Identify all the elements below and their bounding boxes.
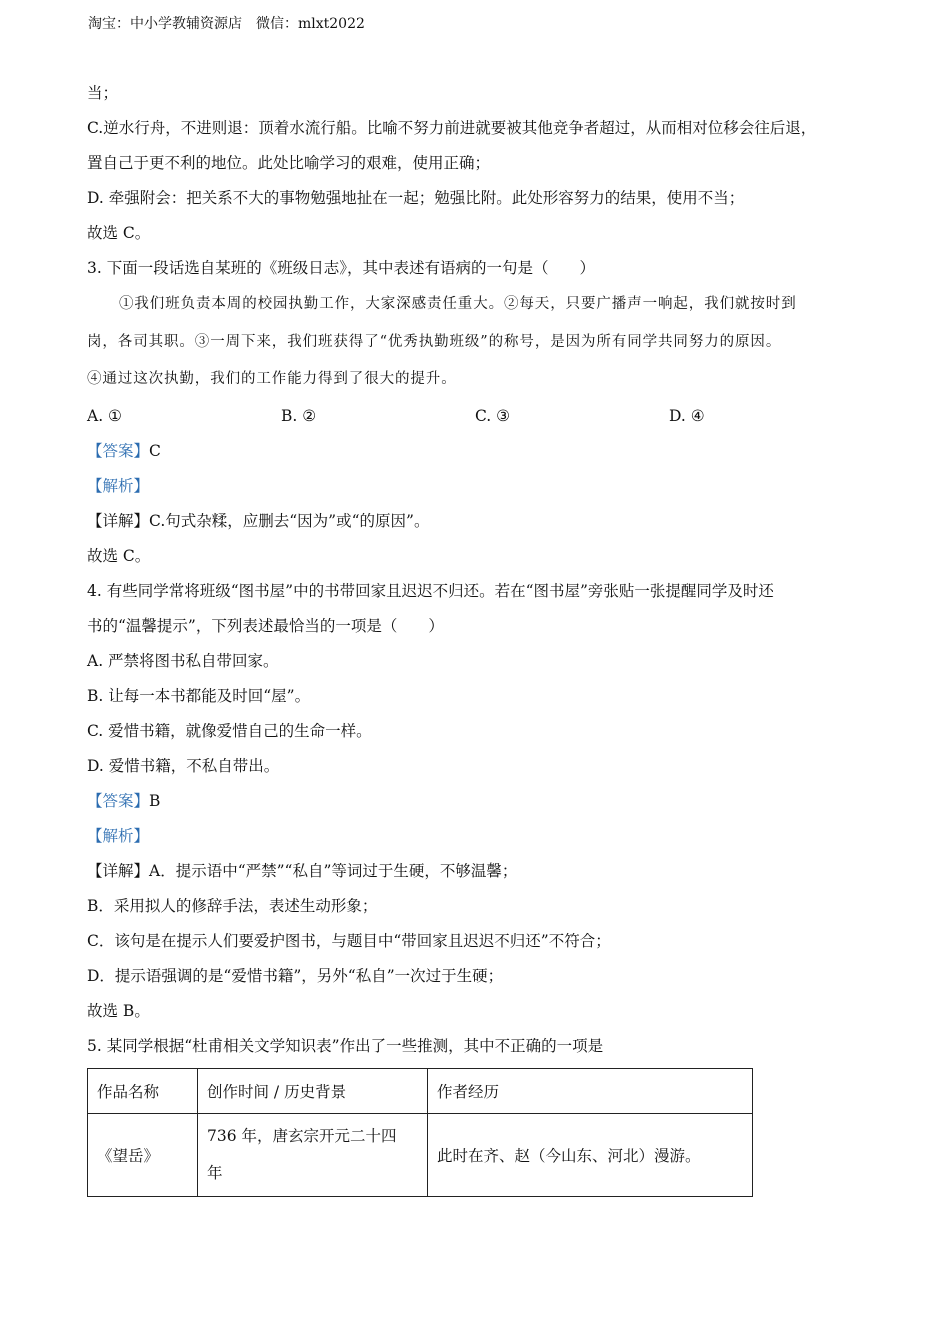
q3-option-d: D. ④ [669,406,705,425]
q4-conclusion: 故选 B。 [87,1001,150,1020]
detail-tag: 【详解】 [87,861,150,880]
q4-option-d: D. 爱惜书籍，不私自带出。 [87,756,280,775]
table-header-cell: 作品名称 [88,1068,198,1113]
q4-option-a: A. 严禁将图书私自带回家。 [87,651,279,670]
time-line-1: 736 年，唐玄宗开元二十四 [207,1126,397,1145]
table-header-cell: 作者经历 [428,1068,753,1113]
answer-tag: 【答案】 [87,791,150,810]
q3-options [87,399,877,434]
table-header-cell: 创作时间 / 历史背景 [198,1068,428,1113]
q3-option-c: C. ③ [475,406,511,425]
q4-answer [87,784,877,819]
q3-stem: 3. 下面一段话选自某班的《班级日志》，其中表述有语病的一句是（ ） [87,259,595,277]
q3-conclusion: 故选 C。 [87,546,151,565]
answer-value: B [149,791,161,810]
prev-line-2: C.逆水行舟，不进则退：顶着水流行船。比喻不努力前进就要被其他竞争者超过，从而相对位移会往后退， [87,119,817,137]
q4-detail-b: B．采用拟人的修辞手法，表述生动形象； [87,896,378,915]
q4-detail-c: C．该句是在提示人们要爱护图书，与题目中“带回家且迟迟不归还”不符合； [87,931,611,950]
prev-line-4: D. 牵强附会：把关系不大的事物勉强地扯在一起；勉强比附。此处形容努力的结果，使用不当； [87,189,745,207]
prev-conclusion: 故选 C。 [87,224,151,242]
knowledge-table [87,1068,753,1197]
page-header: 淘宝：中小学教辅资源店 微信：mlxt2022 [88,16,365,32]
answer-value: C [149,441,161,460]
q3-analysis-tag: 【解析】 [87,476,150,495]
q4-detail-d: D．提示语强调的是“爱惜书籍”，另外“私自”一次过于生硬； [87,966,504,985]
prev-line-3: 置自己于更不利的地位。此处比喻学习的艰难，使用正确； [87,154,491,172]
q3-passage-line: ④通过这次执勤，我们的工作能力得到了很大的提升。 [87,371,457,387]
table-cell-work: 《望岳》 [88,1113,198,1196]
q4-detail-a [87,854,877,889]
q4-option-c: C. 爱惜书籍，就像爱惜自己的生命一样。 [87,721,372,740]
answer-tag: 【答案】 [87,441,150,460]
table-cell-time [198,1113,428,1196]
q4-stem-line-1: 4. 有些同学常将班级“图书屋”中的书带回家且迟迟不归还。若在“图书屋”旁张贴一张提醒同学及时还 [87,581,774,600]
prev-line-1: 当； [87,84,119,102]
q3-passage-line: 岗，各司其职。③一周下来，我们班获得了“优秀执勤班级”的称号，是因为所有同学共同努力的原因。 [87,333,782,350]
q4-analysis-tag: 【解析】 [87,826,150,845]
document-body [87,76,877,1197]
detail-tag: 【详解】 [87,511,150,530]
q4-stem-line-2: 书的“温馨提示”，下列表述最恰当的一项是（ ） [87,616,444,635]
q3-passage-line: ①我们班负责本周的校园执勤工作，大家深感责任重大。②每天，只要广播声一响起，我们就按时到 [119,296,797,312]
detail-text: A．提示语中“严禁”“私自”等词过于生硬，不够温馨； [149,861,518,880]
table-cell-experience: 此时在齐、赵（今山东、河北）漫游。 [428,1113,753,1196]
q5-stem: 5. 某同学根据“杜甫相关文学知识表”作出了一些推测，其中不正确的一项是 [87,1036,604,1055]
q3-option-a: A. ① [87,406,122,425]
q4-option-b: B. 让每一本书都能及时回“屋”。 [87,686,311,705]
time-line-2: 年 [207,1163,223,1182]
q3-detail [87,504,877,539]
table-row [88,1113,753,1196]
detail-text: C.句式杂糅，应删去“因为”或“的原因”。 [149,511,430,530]
table-header-row [88,1068,753,1113]
q3-answer [87,434,877,469]
q3-option-b: B. ② [281,406,317,425]
